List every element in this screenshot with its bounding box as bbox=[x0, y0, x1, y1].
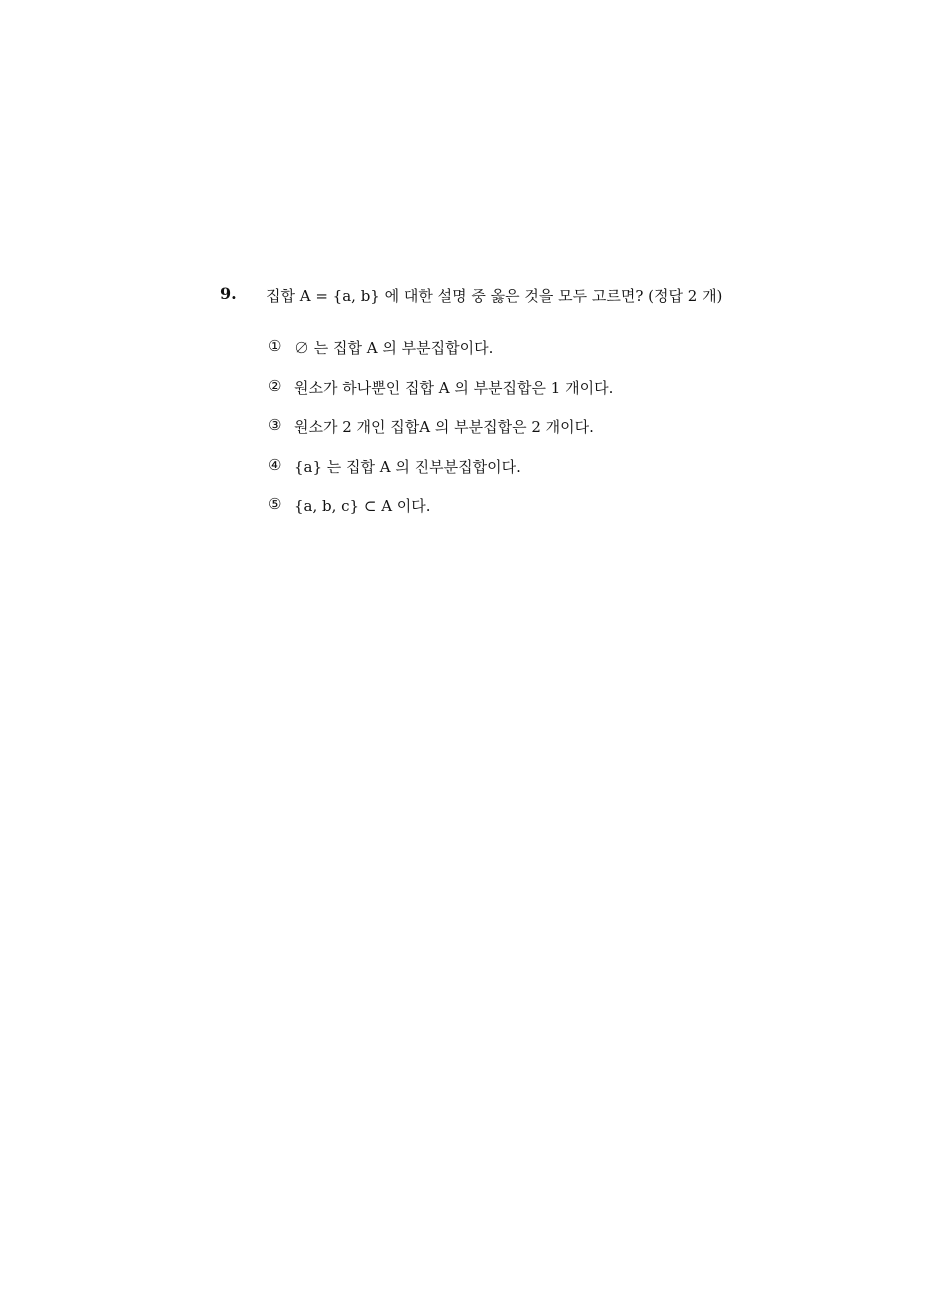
choice-4 bbox=[268, 456, 613, 496]
choice-2-mark: ② bbox=[268, 376, 282, 395]
choice-3-mark: ③ bbox=[268, 416, 282, 434]
choice-4-text: {a} 는 집합 A 의 진부분집합이다. bbox=[294, 457, 521, 476]
choice-3 bbox=[268, 416, 613, 456]
choice-5-mark: ⑤ bbox=[268, 495, 282, 513]
choice-2-text: 원소가 하나뿐인 집합 A 의 부분집합은 1 개이다. bbox=[294, 378, 614, 397]
question-stem: 집합 A = {a, b} 에 대한 설명 중 옳은 것을 모두 고르면? (정답 2 개) bbox=[266, 287, 723, 305]
choice-5-text: {a, b, c} ⊂ A 이다. bbox=[294, 497, 431, 515]
answer-choices bbox=[268, 337, 613, 535]
choice-5 bbox=[268, 495, 613, 535]
choice-1-mark: ① bbox=[268, 337, 282, 355]
choice-4-mark: ④ bbox=[268, 455, 282, 474]
choice-3-text: 원소가 2 개인 집합A 의 부분집합은 2 개이다. bbox=[294, 418, 594, 436]
choice-1 bbox=[268, 337, 613, 377]
question-number: 9. bbox=[220, 284, 237, 303]
choice-2 bbox=[268, 377, 613, 417]
choice-1-text: ∅ 는 집합 A 의 부분집합이다. bbox=[294, 339, 494, 357]
